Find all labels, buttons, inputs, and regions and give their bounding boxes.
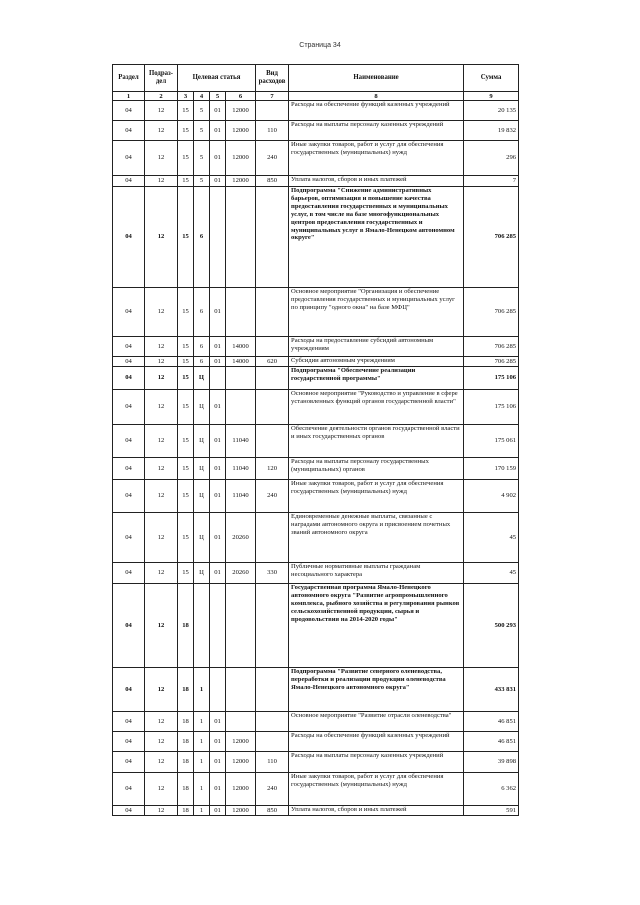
- program-cell: 18: [178, 712, 194, 732]
- event-cell: 01: [210, 176, 226, 187]
- razdel-cell: 04: [113, 806, 145, 816]
- program-cell: 15: [178, 141, 194, 176]
- name-cell: Подпрограмма "Обеспечение реализации государственной программы": [289, 367, 464, 390]
- program-cell: 18: [178, 773, 194, 806]
- sum-cell: 170 159: [464, 458, 519, 480]
- name-cell: Расходы на обеспечение функций казенных учреждений: [289, 732, 464, 752]
- podrazdel-cell: 12: [145, 712, 178, 732]
- sum-cell: 706 285: [464, 357, 519, 367]
- direction-cell: 12000: [226, 773, 256, 806]
- vid-cell: 850: [256, 176, 289, 187]
- program-cell: 15: [178, 563, 194, 584]
- table-row: [113, 584, 519, 668]
- colnum-cell: 5: [210, 92, 226, 101]
- razdel-cell: 04: [113, 121, 145, 141]
- sum-cell: 591: [464, 806, 519, 816]
- direction-cell: [226, 390, 256, 425]
- budget-table: [112, 64, 519, 816]
- table-row: [113, 458, 519, 480]
- header-sum: Сумма: [464, 65, 519, 92]
- colnum-cell: 9: [464, 92, 519, 101]
- subprogram-cell: 1: [194, 752, 210, 773]
- razdel-cell: 04: [113, 480, 145, 513]
- vid-cell: 240: [256, 773, 289, 806]
- event-cell: [210, 668, 226, 712]
- sum-cell: 46 851: [464, 732, 519, 752]
- razdel-cell: 04: [113, 563, 145, 584]
- program-cell: 15: [178, 480, 194, 513]
- subprogram-cell: 1: [194, 668, 210, 712]
- podrazdel-cell: 12: [145, 584, 178, 668]
- table-row: [113, 357, 519, 367]
- name-cell: Обеспечение деятельности органов государственной власти и иных государственных органов: [289, 425, 464, 458]
- event-cell: 01: [210, 425, 226, 458]
- program-cell: 18: [178, 806, 194, 816]
- vid-cell: [256, 390, 289, 425]
- subprogram-cell: 1: [194, 732, 210, 752]
- subprogram-cell: Ц: [194, 425, 210, 458]
- name-cell: Расходы на обеспечение функций казенных учреждений: [289, 101, 464, 121]
- event-cell: [210, 367, 226, 390]
- sum-cell: 19 832: [464, 121, 519, 141]
- event-cell: 01: [210, 480, 226, 513]
- podrazdel-cell: 12: [145, 563, 178, 584]
- name-cell: Основное мероприятие "Развитие отрасли оленеводства": [289, 712, 464, 732]
- sum-cell: 175 106: [464, 367, 519, 390]
- sum-cell: 20 135: [464, 101, 519, 121]
- subprogram-cell: 1: [194, 712, 210, 732]
- podrazdel-cell: 12: [145, 288, 178, 337]
- header-podrazdel: Подраз-дел: [145, 65, 178, 92]
- razdel-cell: 04: [113, 513, 145, 563]
- table-row: [113, 101, 519, 121]
- podrazdel-cell: 12: [145, 806, 178, 816]
- podrazdel-cell: 12: [145, 121, 178, 141]
- sum-cell: 433 831: [464, 668, 519, 712]
- podrazdel-cell: 12: [145, 101, 178, 121]
- event-cell: 01: [210, 773, 226, 806]
- razdel-cell: 04: [113, 176, 145, 187]
- podrazdel-cell: 12: [145, 732, 178, 752]
- direction-cell: 12000: [226, 176, 256, 187]
- sum-cell: 175 106: [464, 390, 519, 425]
- sum-cell: 175 061: [464, 425, 519, 458]
- subprogram-cell: 5: [194, 141, 210, 176]
- podrazdel-cell: 12: [145, 752, 178, 773]
- sum-cell: 706 285: [464, 288, 519, 337]
- subprogram-cell: 6: [194, 187, 210, 288]
- razdel-cell: 04: [113, 773, 145, 806]
- vid-cell: 240: [256, 480, 289, 513]
- sum-cell: 706 285: [464, 187, 519, 288]
- razdel-cell: 04: [113, 357, 145, 367]
- podrazdel-cell: 12: [145, 390, 178, 425]
- name-cell: Уплата налогов, сборов и иных платежей: [289, 806, 464, 816]
- event-cell: 01: [210, 288, 226, 337]
- table-row: [113, 288, 519, 337]
- program-cell: 15: [178, 337, 194, 357]
- direction-cell: 12000: [226, 141, 256, 176]
- event-cell: 01: [210, 121, 226, 141]
- column-number-row: [113, 92, 519, 101]
- program-cell: 15: [178, 101, 194, 121]
- direction-cell: 11040: [226, 480, 256, 513]
- page-label: Страница 34: [299, 42, 341, 49]
- razdel-cell: 04: [113, 337, 145, 357]
- header-target: Целевая статья: [178, 65, 256, 92]
- program-cell: 15: [178, 121, 194, 141]
- event-cell: 01: [210, 390, 226, 425]
- table-row: [113, 337, 519, 357]
- subprogram-cell: Ц: [194, 367, 210, 390]
- vid-cell: [256, 367, 289, 390]
- razdel-cell: 04: [113, 458, 145, 480]
- razdel-cell: 04: [113, 390, 145, 425]
- event-cell: 01: [210, 458, 226, 480]
- vid-cell: 620: [256, 357, 289, 367]
- sum-cell: 39 898: [464, 752, 519, 773]
- subprogram-cell: [194, 584, 210, 668]
- event-cell: [210, 187, 226, 288]
- podrazdel-cell: 12: [145, 367, 178, 390]
- vid-cell: [256, 732, 289, 752]
- vid-cell: [256, 337, 289, 357]
- table-body: [113, 101, 519, 816]
- event-cell: 01: [210, 712, 226, 732]
- name-cell: Иные закупки товаров, работ и услуг для обеспечения государственных (муниципальных) нужд: [289, 141, 464, 176]
- razdel-cell: 04: [113, 584, 145, 668]
- razdel-cell: 04: [113, 187, 145, 288]
- vid-cell: [256, 425, 289, 458]
- event-cell: 01: [210, 357, 226, 367]
- vid-cell: [256, 513, 289, 563]
- subprogram-cell: 6: [194, 288, 210, 337]
- vid-cell: 850: [256, 806, 289, 816]
- table-row: [113, 773, 519, 806]
- table-header-row: [113, 65, 519, 92]
- name-cell: Расходы на предоставление субсидий автономным учреждениям: [289, 337, 464, 357]
- sum-cell: 45: [464, 513, 519, 563]
- program-cell: 15: [178, 390, 194, 425]
- header-vid: Вид расходов: [256, 65, 289, 92]
- direction-cell: 12000: [226, 806, 256, 816]
- razdel-cell: 04: [113, 101, 145, 121]
- program-cell: 18: [178, 732, 194, 752]
- program-cell: 15: [178, 288, 194, 337]
- podrazdel-cell: 12: [145, 668, 178, 712]
- table-row: [113, 752, 519, 773]
- direction-cell: 11040: [226, 425, 256, 458]
- vid-cell: [256, 668, 289, 712]
- colnum-cell: 6: [226, 92, 256, 101]
- subprogram-cell: Ц: [194, 480, 210, 513]
- program-cell: 15: [178, 425, 194, 458]
- subprogram-cell: Ц: [194, 458, 210, 480]
- razdel-cell: 04: [113, 732, 145, 752]
- razdel-cell: 04: [113, 712, 145, 732]
- event-cell: 01: [210, 806, 226, 816]
- program-cell: 15: [178, 367, 194, 390]
- sum-cell: 45: [464, 563, 519, 584]
- sum-cell: 500 293: [464, 584, 519, 668]
- direction-cell: [226, 367, 256, 390]
- razdel-cell: 04: [113, 425, 145, 458]
- razdel-cell: 04: [113, 288, 145, 337]
- program-cell: 15: [178, 513, 194, 563]
- name-cell: Единовременные денежные выплаты, связанные с наградами автономного округа и присвоением почетных званий автономного округа: [289, 513, 464, 563]
- event-cell: 01: [210, 513, 226, 563]
- razdel-cell: 04: [113, 668, 145, 712]
- name-cell: Уплата налогов, сборов и иных платежей: [289, 176, 464, 187]
- event-cell: 01: [210, 337, 226, 357]
- name-cell: Субсидии автономным учреждениям: [289, 357, 464, 367]
- podrazdel-cell: 12: [145, 176, 178, 187]
- podrazdel-cell: 12: [145, 357, 178, 367]
- razdel-cell: 04: [113, 141, 145, 176]
- direction-cell: [226, 187, 256, 288]
- vid-cell: [256, 288, 289, 337]
- sum-cell: 46 851: [464, 712, 519, 732]
- colnum-cell: 2: [145, 92, 178, 101]
- table-row: [113, 390, 519, 425]
- direction-cell: 20260: [226, 563, 256, 584]
- colnum-cell: 7: [256, 92, 289, 101]
- event-cell: 01: [210, 101, 226, 121]
- table-row: [113, 480, 519, 513]
- table-row: [113, 121, 519, 141]
- subprogram-cell: 5: [194, 101, 210, 121]
- name-cell: Иные закупки товаров, работ и услуг для обеспечения государственных (муниципальных) нужд: [289, 480, 464, 513]
- name-cell: Основное мероприятие "Руководство и управление в сфере установленных функций органов государственной власти": [289, 390, 464, 425]
- program-cell: 18: [178, 752, 194, 773]
- direction-cell: [226, 668, 256, 712]
- vid-cell: [256, 712, 289, 732]
- table-row: [113, 712, 519, 732]
- sum-cell: 6 362: [464, 773, 519, 806]
- event-cell: 01: [210, 732, 226, 752]
- table-row: [113, 367, 519, 390]
- direction-cell: [226, 584, 256, 668]
- table-row: [113, 176, 519, 187]
- subprogram-cell: 1: [194, 806, 210, 816]
- direction-cell: [226, 288, 256, 337]
- vid-cell: 330: [256, 563, 289, 584]
- event-cell: 01: [210, 563, 226, 584]
- sum-cell: 7: [464, 176, 519, 187]
- subprogram-cell: 6: [194, 357, 210, 367]
- sum-cell: 4 902: [464, 480, 519, 513]
- program-cell: 18: [178, 668, 194, 712]
- razdel-cell: 04: [113, 752, 145, 773]
- vid-cell: 110: [256, 121, 289, 141]
- vid-cell: [256, 187, 289, 288]
- colnum-cell: 4: [194, 92, 210, 101]
- header-name: Наименование: [289, 65, 464, 92]
- podrazdel-cell: 12: [145, 425, 178, 458]
- vid-cell: [256, 584, 289, 668]
- name-cell: Основное мероприятие "Организация и обеспечение предоставления государственных и муниципальных услуг по принципу "одного окна" на базе МФЦ": [289, 288, 464, 337]
- event-cell: 01: [210, 752, 226, 773]
- event-cell: 01: [210, 141, 226, 176]
- direction-cell: [226, 712, 256, 732]
- subprogram-cell: Ц: [194, 390, 210, 425]
- direction-cell: 12000: [226, 752, 256, 773]
- program-cell: 18: [178, 584, 194, 668]
- name-cell: Подпрограмма "Развитие северного оленеводства, переработки и реализации продукции оленеводства Ямало-Ненецкого автономного округа": [289, 668, 464, 712]
- direction-cell: 12000: [226, 101, 256, 121]
- event-cell: [210, 584, 226, 668]
- name-cell: Расходы на выплаты персоналу государственных (муниципальных) органов: [289, 458, 464, 480]
- table-row: [113, 513, 519, 563]
- name-cell: Расходы на выплаты персоналу казенных учреждений: [289, 121, 464, 141]
- subprogram-cell: Ц: [194, 563, 210, 584]
- podrazdel-cell: 12: [145, 773, 178, 806]
- name-cell: Публичные нормативные выплаты гражданам несоциального характера: [289, 563, 464, 584]
- direction-cell: 14000: [226, 337, 256, 357]
- name-cell: Подпрограмма "Снижение административных барьеров, оптимизация и повышение качества предоставления государственных и муниципальных услуг, в том числе на базе многофункциональных центров предоставления государственных и муниципальных услуг в Ямало-Ненецком автономном округе": [289, 187, 464, 288]
- program-cell: 15: [178, 187, 194, 288]
- vid-cell: [256, 101, 289, 121]
- name-cell: Расходы на выплаты персоналу казенных учреждений: [289, 752, 464, 773]
- program-cell: 15: [178, 458, 194, 480]
- vid-cell: 120: [256, 458, 289, 480]
- header-razdel: Раздел: [113, 65, 145, 92]
- podrazdel-cell: 12: [145, 187, 178, 288]
- subprogram-cell: 6: [194, 337, 210, 357]
- razdel-cell: 04: [113, 367, 145, 390]
- subprogram-cell: 1: [194, 773, 210, 806]
- podrazdel-cell: 12: [145, 458, 178, 480]
- direction-cell: 20260: [226, 513, 256, 563]
- name-cell: Иные закупки товаров, работ и услуг для обеспечения государственных (муниципальных) нужд: [289, 773, 464, 806]
- sum-cell: 296: [464, 141, 519, 176]
- program-cell: 15: [178, 357, 194, 367]
- table-row: [113, 187, 519, 288]
- table-row: [113, 668, 519, 712]
- subprogram-cell: 5: [194, 121, 210, 141]
- program-cell: 15: [178, 176, 194, 187]
- podrazdel-cell: 12: [145, 141, 178, 176]
- table-row: [113, 563, 519, 584]
- direction-cell: 12000: [226, 121, 256, 141]
- vid-cell: 240: [256, 141, 289, 176]
- table-row: [113, 141, 519, 176]
- name-cell: Государственная программа Ямало-Ненецкого автономного округа "Развитие агропромышленного комплекса, рыбного хозяйства и регулирования рынков сельскохозяйственной продукции, сырья и продовольствия на 2014-2020 годы": [289, 584, 464, 668]
- direction-cell: 12000: [226, 732, 256, 752]
- vid-cell: 110: [256, 752, 289, 773]
- colnum-cell: 3: [178, 92, 194, 101]
- colnum-cell: 8: [289, 92, 464, 101]
- colnum-cell: 1: [113, 92, 145, 101]
- direction-cell: 14000: [226, 357, 256, 367]
- subprogram-cell: 5: [194, 176, 210, 187]
- table-row: [113, 425, 519, 458]
- table-row: [113, 806, 519, 816]
- podrazdel-cell: 12: [145, 513, 178, 563]
- subprogram-cell: Ц: [194, 513, 210, 563]
- sum-cell: 706 285: [464, 337, 519, 357]
- podrazdel-cell: 12: [145, 480, 178, 513]
- table-row: [113, 732, 519, 752]
- direction-cell: 11040: [226, 458, 256, 480]
- podrazdel-cell: 12: [145, 337, 178, 357]
